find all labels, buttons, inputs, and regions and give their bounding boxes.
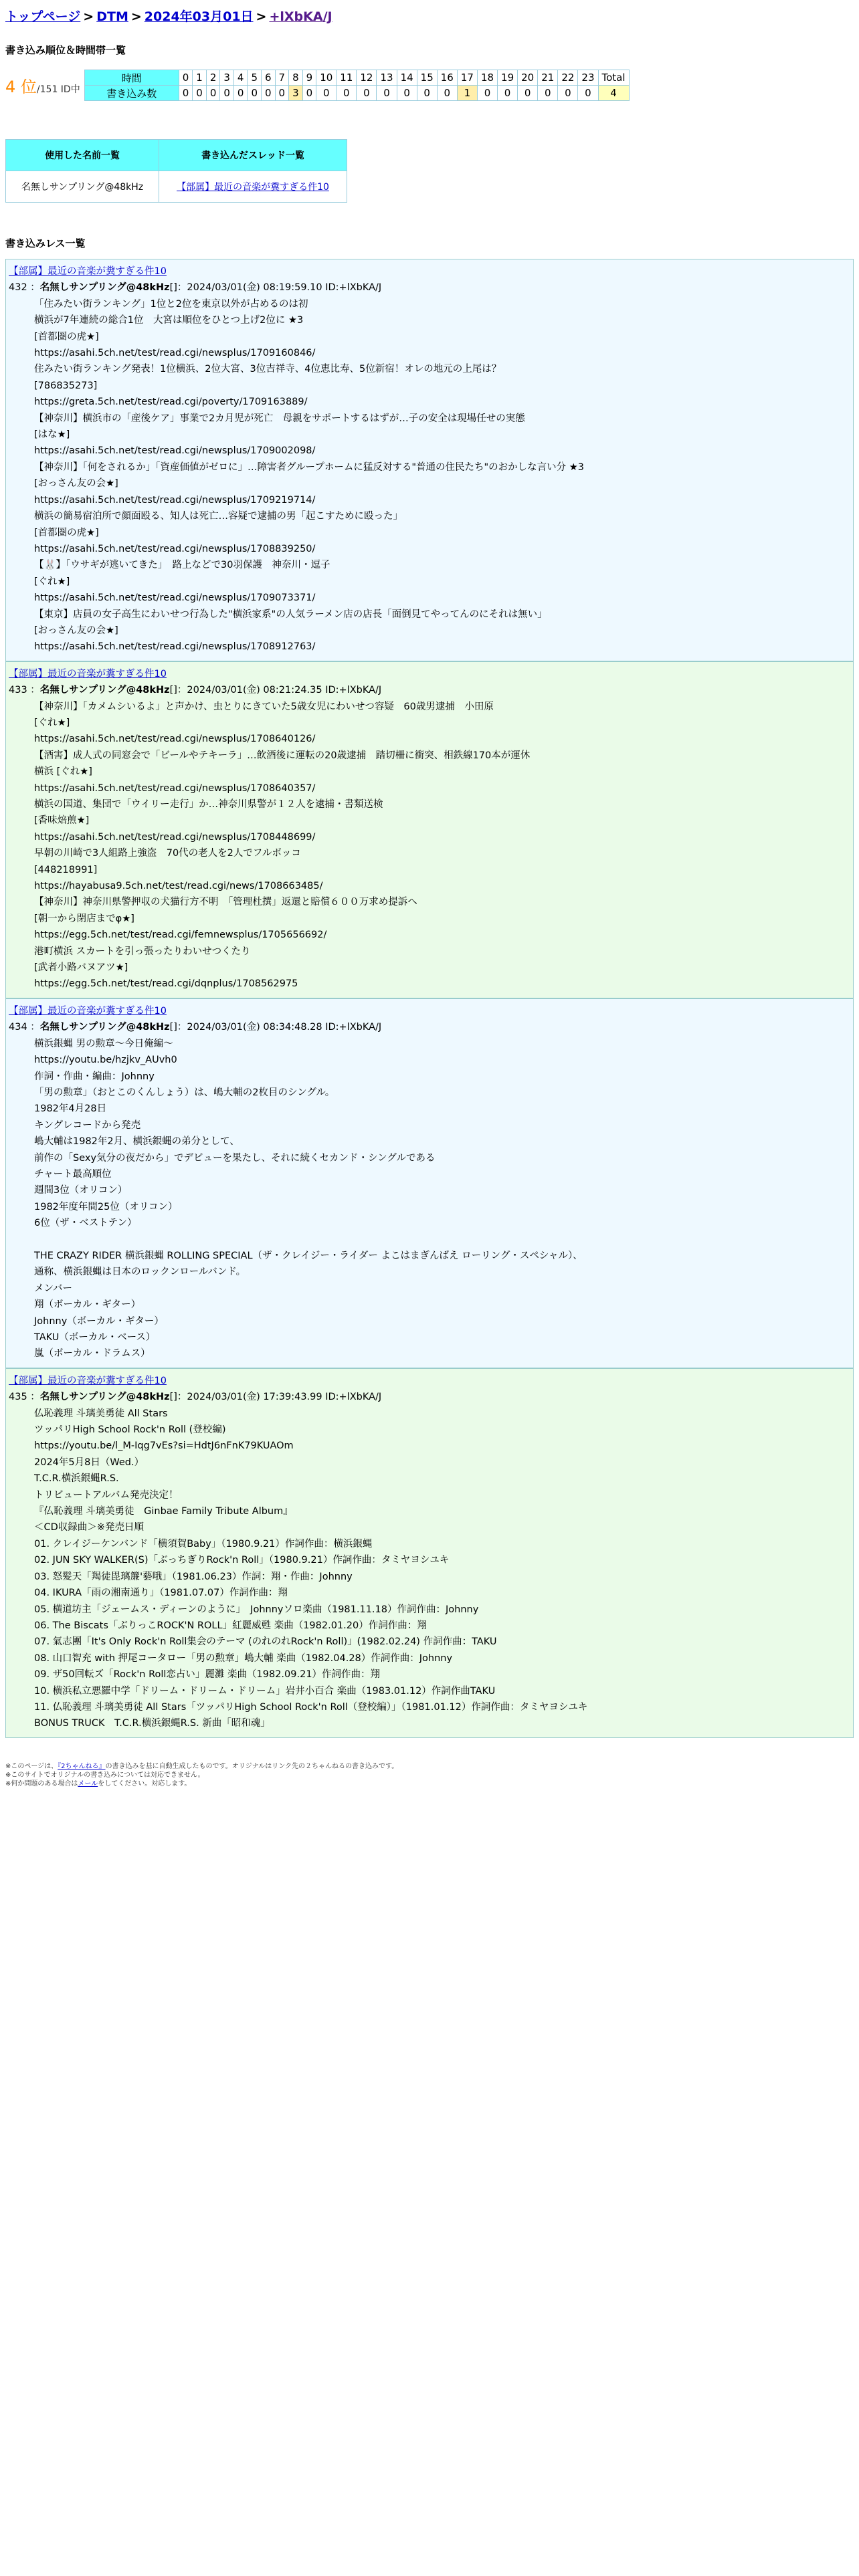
hour-total-header: Total <box>598 70 629 86</box>
breadcrumb-date-link[interactable]: 2024年03月01日 <box>144 9 254 24</box>
hour-count: 0 <box>357 86 377 101</box>
post <box>5 1368 854 1738</box>
post-header: 432 ：名無しサンプリング@48kHz[]：2024/03/01(金) 08:19:59.10 ID:+lXbKA/J <box>9 282 382 294</box>
hour-header: 22 <box>558 70 578 86</box>
hour-header: 1 <box>193 70 207 86</box>
post-date-id: []：2024/03/01(金) 17:39:43.99 ID:+lXbKA/J <box>169 1392 382 1403</box>
hour-count: 0 <box>417 86 437 101</box>
breadcrumb <box>5 7 854 27</box>
post <box>5 259 854 661</box>
hours-row <box>5 70 629 86</box>
hour-count: 0 <box>206 86 220 101</box>
hour-count: 0 <box>397 86 417 101</box>
post-thread-link[interactable]: 【部属】最近の音楽が糞すぎる件10 <box>9 668 167 679</box>
hour-header: 16 <box>437 70 457 86</box>
hour-count: 0 <box>233 86 248 101</box>
hour-count: 0 <box>275 86 289 101</box>
post-date-id: []：2024/03/01(金) 08:19:59.10 ID:+lXbKA/J <box>169 282 382 294</box>
footer <box>5 1762 854 1788</box>
post-header: 433 ：名無しサンプリング@48kHz[]：2024/03/01(金) 08:21:24.35 ID:+lXbKA/J <box>9 685 382 696</box>
hour-header: 21 <box>538 70 558 86</box>
hour-header: 19 <box>498 70 518 86</box>
hour-count: 1 <box>457 86 477 101</box>
breadcrumb-id-link[interactable]: +lXbKA/J <box>269 9 332 24</box>
threads-column-header: 書き込んだスレッド一覧 <box>159 140 347 171</box>
hour-header: 12 <box>357 70 377 86</box>
hour-count: 0 <box>248 86 262 101</box>
hour-header: 7 <box>275 70 289 86</box>
post-body: 【神奈川】「カメムシいるよ」と声かけ、虫とりにきていた5歳女児にわいせつ容疑 60歳男逮捕 小田原 [ぐれ★] https://asahi.5ch.net/test/read.cgi/newsplus/1708640126/ 【酒害】成人式の同窓会で「ビールやテキーラ」…飲酒後に運転の20歳逮捕 踏切柵に衝突、相鉄線170本が運休 横浜 [ぐれ★] https://asahi.5ch.net/test/read.cgi/newsplus/1708640357/ 横浜の国道、集団で「ウイリー走行」か…神奈川県警が１２人を逮捕・書類送検 [香味焙煎★] https://asahi.5ch.net/test/read.cgi/newsplus/1708448699/ 早朝の川崎で3人組路上強盗 70代の老人を2人でフルボッコ [448218991] https://hayabusa9.5ch.net/test/read.cgi/news/1708663485/ 【神奈川】神奈川県警押収の犬猫行方不明 「管理杜撰」返還と賠償６００万求め提訴へ [朝一から閉店までφ★] https://egg.5ch.net/test/read.cgi/femnewsplus/1705656692/ 港町横浜 スカートを引っ張ったりわいせつくたり [武者小路バヌアツ★] https://egg.5ch.net/test/read.cgi/dqnplus/1708562975 <box>34 701 531 990</box>
hour-count: 0 <box>377 86 397 101</box>
hour-header: 13 <box>377 70 397 86</box>
breadcrumb-board-link[interactable]: DTM <box>96 9 128 24</box>
footer-line-2: ※このサイトでオリジナルの書き込みについては対応できません。 <box>5 1771 205 1779</box>
hour-header: 23 <box>578 70 598 86</box>
ranking-heading: 書き込み順位＆時間帯一覧 <box>5 44 126 56</box>
post <box>5 661 854 998</box>
hour-header: 10 <box>316 70 337 86</box>
hour-count: 0 <box>558 86 578 101</box>
hour-header: 14 <box>397 70 417 86</box>
mail-link[interactable]: メール <box>78 1780 98 1788</box>
hour-header: 18 <box>477 70 497 86</box>
post-date-id: []：2024/03/01(金) 08:34:48.28 ID:+lXbKA/J <box>169 1022 382 1033</box>
hour-count: 0 <box>337 86 357 101</box>
posts-heading: 書き込みレス一覧 <box>5 237 86 249</box>
used-name-cell: 名無しサンプリング@48kHz <box>6 171 159 203</box>
post-number: 434 <box>9 1022 27 1033</box>
hour-count: 3 <box>289 86 303 101</box>
hour-count: 0 <box>262 86 276 101</box>
post-thread-link[interactable]: 【部属】最近の音楽が糞すぎる件10 <box>9 1375 167 1386</box>
post-header: 434 ：名無しサンプリング@48kHz[]：2024/03/01(金) 08:34:48.28 ID:+lXbKA/J <box>9 1022 382 1033</box>
poster-name: 名無しサンプリング@48kHz <box>39 282 170 294</box>
hour-header: 6 <box>262 70 276 86</box>
hour-count: 0 <box>578 86 598 101</box>
breadcrumb-separator: > <box>256 9 267 24</box>
hour-count: 0 <box>477 86 497 101</box>
hour-count: 0 <box>437 86 457 101</box>
hour-header: 20 <box>518 70 538 86</box>
post <box>5 998 854 1368</box>
hour-count: 0 <box>302 86 316 101</box>
post-number: 433 <box>9 685 27 696</box>
rank-of-total: /151 ID中 <box>36 84 80 95</box>
footer-line-3: ※何か問題のある場合はメールをしてください。対応します。 <box>5 1780 191 1788</box>
hour-header: 4 <box>233 70 248 86</box>
breadcrumb-separator: > <box>130 9 142 24</box>
hour-count: 0 <box>538 86 558 101</box>
post-number: 432 <box>9 282 27 294</box>
thread-cell <box>159 171 347 203</box>
hour-header: 17 <box>457 70 477 86</box>
counts-row <box>5 86 629 101</box>
hour-header: 8 <box>289 70 303 86</box>
post-body: 横浜銀蝿 男の勲章〜今日俺編〜 https://youtu.be/hzjkv_AUvh0 作詞・作曲・編曲：Johnny 「男の勲章」（おとこのくんしょう）は、嶋大輔の2枚目のシングル。 1982年4月28日 キングレコードから発売 嶋大輔は1982年2月、横浜銀蝿の弟分として、 前作の「Sexy気分の夜だから」でデビューを果たし、それに続くセカンド・シングルである チャート最高順位 週間3位（オリコン） 1982年度年間25位（オリコン） 6位（ザ・ベストテン） THE CRAZY RIDER 横浜銀蝿 ROLLING SPECIAL（ザ・クレイジー・ライダー よこはまぎんばえ ローリング・スペシャル）、 通称、横浜銀蝿は日本のロックンロールバンド。 メンバー 翔（ボーカル・ギター） Johnny（ボーカル・ギター） TAKU（ボーカル・ベース） 嵐（ボーカル・ドラムス） <box>34 1038 583 1360</box>
hour-header: 15 <box>417 70 437 86</box>
post-body: 仏恥義理 斗璃美勇徒 All Stars ツッパリHigh School Rock'n Roll (登校編) https://youtu.be/l_M-Iqg7vEs?si=HdtJ6nFnK79KUAOm 2024年5月8日（Wed.） T.C.R.横浜銀蝿R.S. トリビュートアルバム発売決定！ 『仏恥義理 斗璃美勇徒 Ginbae Family Tribute Album』 ＜CD収録曲＞※発売日順 01. クレイジーケンバンド「横須賀Baby」（1980.9.21）作詞作曲：横浜銀蝿 02. JUN SKY WALKER(S)「ぶっちぎりRock'n Roll」（1980.9.21）作詞作曲：タミヤヨシユキ 03. 怒髪天「羯徒毘璃簾'藝哦」（1981.06.23）作詞：翔・作曲：Johnny 04. IKURA「雨の湘南通り」（1981.07.07）作詞作曲：翔 05. 横道坊主「ジェームス・ディーンのように」 Johnnyソロ楽曲（1981.11.18）作詞作曲：Johnny 06. The Biscats「ぶりっこROCK'N ROLL」紅麗威甦 楽曲（1982.01.20）作詞作曲：翔 07. 氣志團「It's Only Rock'n Roll集会のテーマ (のれのれRock'n Roll)」(1982.02.24) 作詞作曲：TAKU 08. 山口智充 with 押尾コータロー「男の勲章」嶋大輔 楽曲（1982.04.28）作詞作曲：Johnny 09. ザ50回転ズ「Rock'n Roll恋占い」麗灘 楽曲（1982.09.21）作詞作曲：翔 10. 横浜私立悪羅中学「ドリーム・ドリーム・ドリーム」岩井小百合 楽曲（1983.01.12）作詞作曲TAKU 11. 仏恥義理 斗璃美勇徒 All Stars「ツッパリHigh School Rock'n Roll（登校編）」（1981.01.12）作詞作曲：タミヤヨシユキ BONUS TRUCK T.C.R.横浜銀蝿R.S. 新曲「昭和魂」 <box>34 1408 588 1729</box>
count-row-label: 書き込み数 <box>84 86 179 101</box>
post-number: 435 <box>9 1392 27 1403</box>
hour-count: 0 <box>193 86 207 101</box>
footer-line-1: ※このページは、『2ちゃんねる』の書き込みを基に自動生成したものです。オリジナルはリンク先の２ちゃんねるの書き込みです。 <box>5 1762 399 1770</box>
thread-link[interactable]: 【部属】最近の音楽が糞すぎる件10 <box>177 182 329 193</box>
poster-name: 名無しサンプリング@48kHz <box>39 1392 170 1403</box>
hour-header: 3 <box>220 70 234 86</box>
post-body: 「住みたい街ランキング」1位と2位を東京以外が占めるのは初 横浜が7年連続の総合1位 大宮は順位をひとつ上げ2位に ★3 [首都圏の虎★] https://asahi.5ch.net/test/read.cgi/newsplus/1709160846/ 住みたい街ランキング発表！1位横浜、2位大宮、3位吉祥寺、4位恵比寿、5位新宿！オレの地元の上尾は？ [786835273] https://greta.5ch.net/test/read.cgi/poverty/1709163889/ 【神奈川】横浜市の「産後ケア」事業で2カ月児が死亡 母親をサポートするはずが…子の安全は現場任せの実態 [はな★] https://asahi.5ch.net/test/read.cgi/newsplus/1709002098/ 【神奈川】「何をされるか」「資産価値がゼロに」…障害者グループホームに猛反対する"普通の住民たち"のおかしな言い分 ★3 [おっさん友の会★] https://asahi.5ch.net/test/read.cgi/newsplus/1709219714/ 横浜の簡易宿泊所で顔面殴る、知人は死亡…容疑で逮捕の男「起こすために殴った」 [首都圏の虎★] https://asahi.5ch.net/test/read.cgi/newsplus/1708839250/ 【🐰】「ウサギが逃いてきた」 路上などで30羽保護 神奈川・逗子 [ぐれ★] https://asahi.5ch.net/test/read.cgi/newsplus/1709073371/ 【東京】店員の女子高生にわいせつ行為した"横浜家系"の人気ラーメン店の店長「面倒見てやってんのにそれは無い」 [おっさん友の会★] https://asahi.5ch.net/test/read.cgi/newsplus/1708912763/ <box>34 298 585 653</box>
hour-header: 0 <box>179 70 193 86</box>
rank-cell <box>5 70 84 101</box>
hour-count: 0 <box>518 86 538 101</box>
post-thread-link[interactable]: 【部属】最近の音楽が糞すぎる件10 <box>9 1005 167 1016</box>
post-thread-link[interactable]: 【部属】最近の音楽が糞すぎる件10 <box>9 266 167 277</box>
post-list <box>5 259 854 1738</box>
hour-header: 5 <box>248 70 262 86</box>
hour-count: 0 <box>179 86 193 101</box>
names-column-header: 使用した名前一覧 <box>6 140 159 171</box>
hour-count: 0 <box>316 86 337 101</box>
hourly-table <box>5 70 630 101</box>
breadcrumb-separator: > <box>83 9 94 24</box>
hour-header: 2 <box>206 70 220 86</box>
count-total: 4 <box>598 86 629 101</box>
hour-count: 0 <box>498 86 518 101</box>
hour-count: 0 <box>220 86 234 101</box>
2ch-link[interactable]: 『2ちゃんねる』 <box>58 1762 106 1770</box>
poster-name: 名無しサンプリング@48kHz <box>39 685 170 696</box>
post-date-id: []：2024/03/01(金) 08:21:24.35 ID:+lXbKA/J <box>169 685 382 696</box>
post-header: 435 ：名無しサンプリング@48kHz[]：2024/03/01(金) 17:39:43.99 ID:+lXbKA/J <box>9 1392 382 1403</box>
hour-header: 9 <box>302 70 316 86</box>
names-table <box>5 139 347 203</box>
poster-name: 名無しサンプリング@48kHz <box>39 1022 170 1033</box>
time-row-label: 時間 <box>84 70 179 86</box>
rank-value: 4 位 <box>5 78 37 96</box>
breadcrumb-top-link[interactable]: トップページ <box>5 9 81 24</box>
hour-header: 11 <box>337 70 357 86</box>
